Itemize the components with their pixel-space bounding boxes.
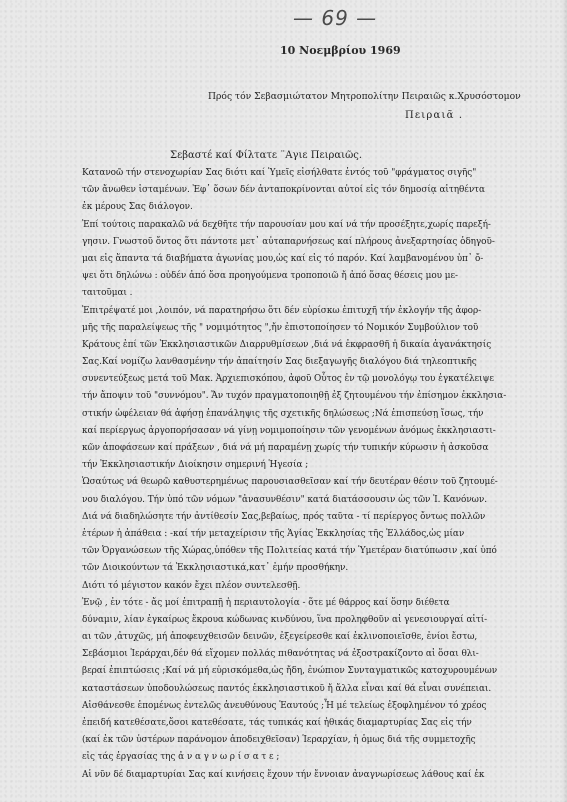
text-line: εἰς τάς ἐργασίας της ἀ ν α γ ν ω ρ ί σ α τ ε ; bbox=[82, 752, 280, 763]
text-line: τῶν Ὀργανώσεων τῆς Χώρας,ὑπόθεν τῆς Πολιτείας κατά τήν Ὑμετέραν διατύπωσιν ,καί ὑπό bbox=[82, 546, 497, 557]
addressee-line-1: Πρός τόν Σεβασμιώτατον Μητροπολίτην Πειραιῶς κ.Χρυσόστομον bbox=[208, 91, 521, 102]
addressee-line-2: Πειραιᾶ . bbox=[405, 110, 464, 121]
text-line: ταιτοῦμαι . bbox=[82, 288, 133, 299]
text-line: στικήν ὠφέλειαν θά ἀφήσῃ ἐπανάληψις τῆς σχετικῆς δηλώσεως ;Νά ἐπισπεύσῃ ἴσως, τήν bbox=[82, 408, 484, 419]
paragraph bbox=[82, 217, 567, 303]
text-line: Διά νά διαδηλώσητε τήν ἀντίθεσίν Σας,βεβαίως, πρός ταῦτα - τί περίεργος ὄντως πολλῶν bbox=[82, 511, 486, 522]
text-line: Κατανοῶ τήν στενοχωρίαν Σας διότι καί Ὑμεῖς εἰσήλθατε ἐντός τοῦ "φράγματος σιγῆς" bbox=[82, 168, 477, 178]
text-line: κῶν ἀποφάσεων καί πράξεων , διά νά μή παραμένῃ χωρίς τήν τυπικήν κύρωσιν ἡ ἀσκοῦσα bbox=[82, 443, 489, 453]
paragraph bbox=[82, 165, 567, 217]
paragraph bbox=[82, 698, 567, 767]
text-line: μῆς τῆς παραλείψεως τῆς " νομιμότητος ",ἤν ἐπιστοποίησεν τό Νομικόν Συμβούλιον τοῦ bbox=[82, 322, 479, 333]
paragraph bbox=[82, 767, 567, 784]
text-line: καί περίεργως ἀργοπορήσασαν νά γίνῃ νομιμοποίησιν τῶν γενομένων ἀνόμως ἐκκλησιαστι- bbox=[82, 425, 496, 436]
text-line: συνεντεύξεως μετά τοῦ Μακ. Ἀρχιεπισκόπου, ἀφοῦ Οὗτος ἐν τῷ μονολόγῳ του ἐγκατέλειψε bbox=[82, 374, 494, 385]
text-line: Διότι τό μέγιστον κακόν ἔχει πλέον συντελεσθῇ. bbox=[82, 580, 301, 591]
text-line: Αἱ νῦν δέ διαμαρτυρίαι Σας καί κινήσεις ἔχουν τήν ἔννοιαν ἀναγνωρίσεως λάθους καί ἐκ bbox=[82, 769, 485, 780]
text-line: ἐκ μέρους Σας διάλογον. bbox=[82, 202, 193, 213]
letter-body bbox=[82, 165, 567, 784]
text-line: βεραί ἐπιπτώσεις ;Καί νά μή εὑρισκόμεθα,ὡς ἤδη, ἐνώπιον Συνταγματικῶς κατοχυρουμένων bbox=[82, 666, 498, 677]
paragraph bbox=[82, 595, 567, 698]
text-line: τῶν ἄνωθεν ἱσταμένων. Ἐφ᾿ ὅσων δέν ἀνταποκρίνονται αὐτοί εἰς τόν δημοσίᾳ αἰτηθέντα bbox=[82, 185, 485, 196]
letter-date: 10 Νοεμβρίου 1969 bbox=[280, 44, 401, 57]
paragraph bbox=[82, 303, 567, 475]
text-line: ἑτέρων ἡ ἀπάθεια : -καί τήν μεταχείρισιν τῆς Ἁγίας Ἐκκλησίας τῆς Ἑλλάδος,ὡς μίαν bbox=[82, 528, 465, 539]
text-line: γησιν. Γνωστοῦ ὄντος ὅτι πάντοτε μετ᾿ αὐταπαρνήσεως καί πλήρους ἀνεξαρτησίας ὁδηγοῦ- bbox=[82, 236, 495, 247]
text-line: Σεβάσμιοι Ἱεράρχαι,δέν θά εἴχομεν πολλάς πιθανότητας νά ἐξοστρακίζοντο αἱ ὅσαι θλι- bbox=[82, 649, 479, 660]
text-line: νου διαλόγου. Τήν ὑπό τῶν νόμων "ἀνασυνθέσιν" κατά διατάσσουσιν ὡς τῶν Ἱ. Κανόνων. bbox=[82, 494, 487, 505]
text-line: μαι εἰς ἅπαντα τά διαβήματα ἀγωνίας μου,ὡς καί εἰς τό παρόν. Καί λαμβανομένου ὑπ᾿ ὄ- bbox=[82, 253, 484, 264]
text-line: (καί ἐκ τῶν ὑστέρων παράνομον ἀποδειχθεῖσαν) Ἱεραρχίαν, ἡ ὁμως διά τῆς συμμετοχῆς bbox=[82, 735, 476, 746]
paragraph bbox=[82, 474, 567, 577]
page-number: — 69 — bbox=[293, 6, 378, 30]
text-line: Αἰσθάνεσθε ἑπομένως ἐντελῶς ἀνευθύνους Ἑαυτούς ;Ἦ μέ τελείως ἐξοφλημένον τό χρέος bbox=[82, 700, 487, 711]
text-line: δύναμιν, λίαν ἐγκαίρως ἔκρουα κώδωνας κινδύνου, ἵνα προληφθοῦν αἱ γενεσιουργαί αἰτί- bbox=[82, 614, 488, 625]
text-line: τήν Ἐκκλησιαστικήν Διοίκησιν σημερινή Ἡγεσία ; bbox=[82, 460, 309, 471]
text-line: Ὡσαύτως νά θεωρῶ καθυστερημένως παρουσιασθεῖσαν καί τήν δευτέραν θέσιν τοῦ ζητουμέ- bbox=[82, 477, 498, 488]
text-line: Σας.Καί νομίζω λανθασμένην τήν ἀπαίτησίν Σας διεξαγωγῆς διαλόγου διά τηλεοπτικῆς bbox=[82, 357, 477, 368]
text-line: τῶν Διοικούντων τά Ἐκκλησιαστικά,κατ᾿ ἐμήν προσθήκην. bbox=[82, 563, 349, 574]
text-line: Κράτους ἐπί τῶν Ἐκκλησιαστικῶν Διαρρυθμίσεων ,διά νά ἐκφρασθῆ ἡ δικαία ἀγανάκτησίς bbox=[82, 339, 492, 350]
text-line: τήν ἄποψιν τοῦ "συννόμου". Ἄν τυχόν πραγματοποιηθῇ ἐξ ζητουμένου τήν ἐπίσημον ἐκκλησια- bbox=[82, 391, 507, 402]
salutation: Σεβαστέ καί Φίλτατε ¨Αγιε Πειραιῶς. bbox=[170, 150, 363, 161]
text-line: Ἐπί τούτοις παρακαλῶ νά δεχθῆτε τήν παρουσίαν μου καί νά τήν προσέξητε,χωρίς παρεξή- bbox=[82, 219, 491, 230]
text-line: καταστάσεων ὑποδουλώσεως παντός ἐκκλησιαστικοῦ ἤ ἄλλα εἶναι καί θά εἶναι συνέπειαι. bbox=[82, 683, 492, 694]
text-line: ψει ὅτι δηλώνω : οὐδέν ἀπό ὅσα προηγούμενα τροποποιῶ ἤ ἀπό ὅσας θέσεις μου με- bbox=[82, 271, 458, 282]
paragraph bbox=[82, 578, 567, 595]
text-line: Ἐνῷ , ἐν τότε - ἄς μοί ἐπιτραπῇ ἡ περιαυτολογία - ὅτε μέ θάρρος καί ὅσην διέθετα bbox=[82, 597, 450, 608]
text-line: Ἐπιτρέψατέ μοι ,λοιπόν, νά παρατηρήσω ὅτι δέν εὑρίσκω ἐπιτυχῆ τήν ἐκλογήν τῆς ἀφορ- bbox=[82, 305, 482, 316]
text-line: ἐπειδή κατεθέσατε,ὅσοι κατεθέσατε, τάς τυπικάς καί ἠθικάς διαμαρτυρίας Σας εἰς τήν bbox=[82, 718, 472, 728]
text-line: αι τῶν ,ἀτυχῶς, μή ἀποφευχθεισῶν δεινῶν, ἐξεγείρεσθε καί ἐκλινοποιεῖσθε, ἐνίοι ἔστω, bbox=[82, 632, 478, 643]
